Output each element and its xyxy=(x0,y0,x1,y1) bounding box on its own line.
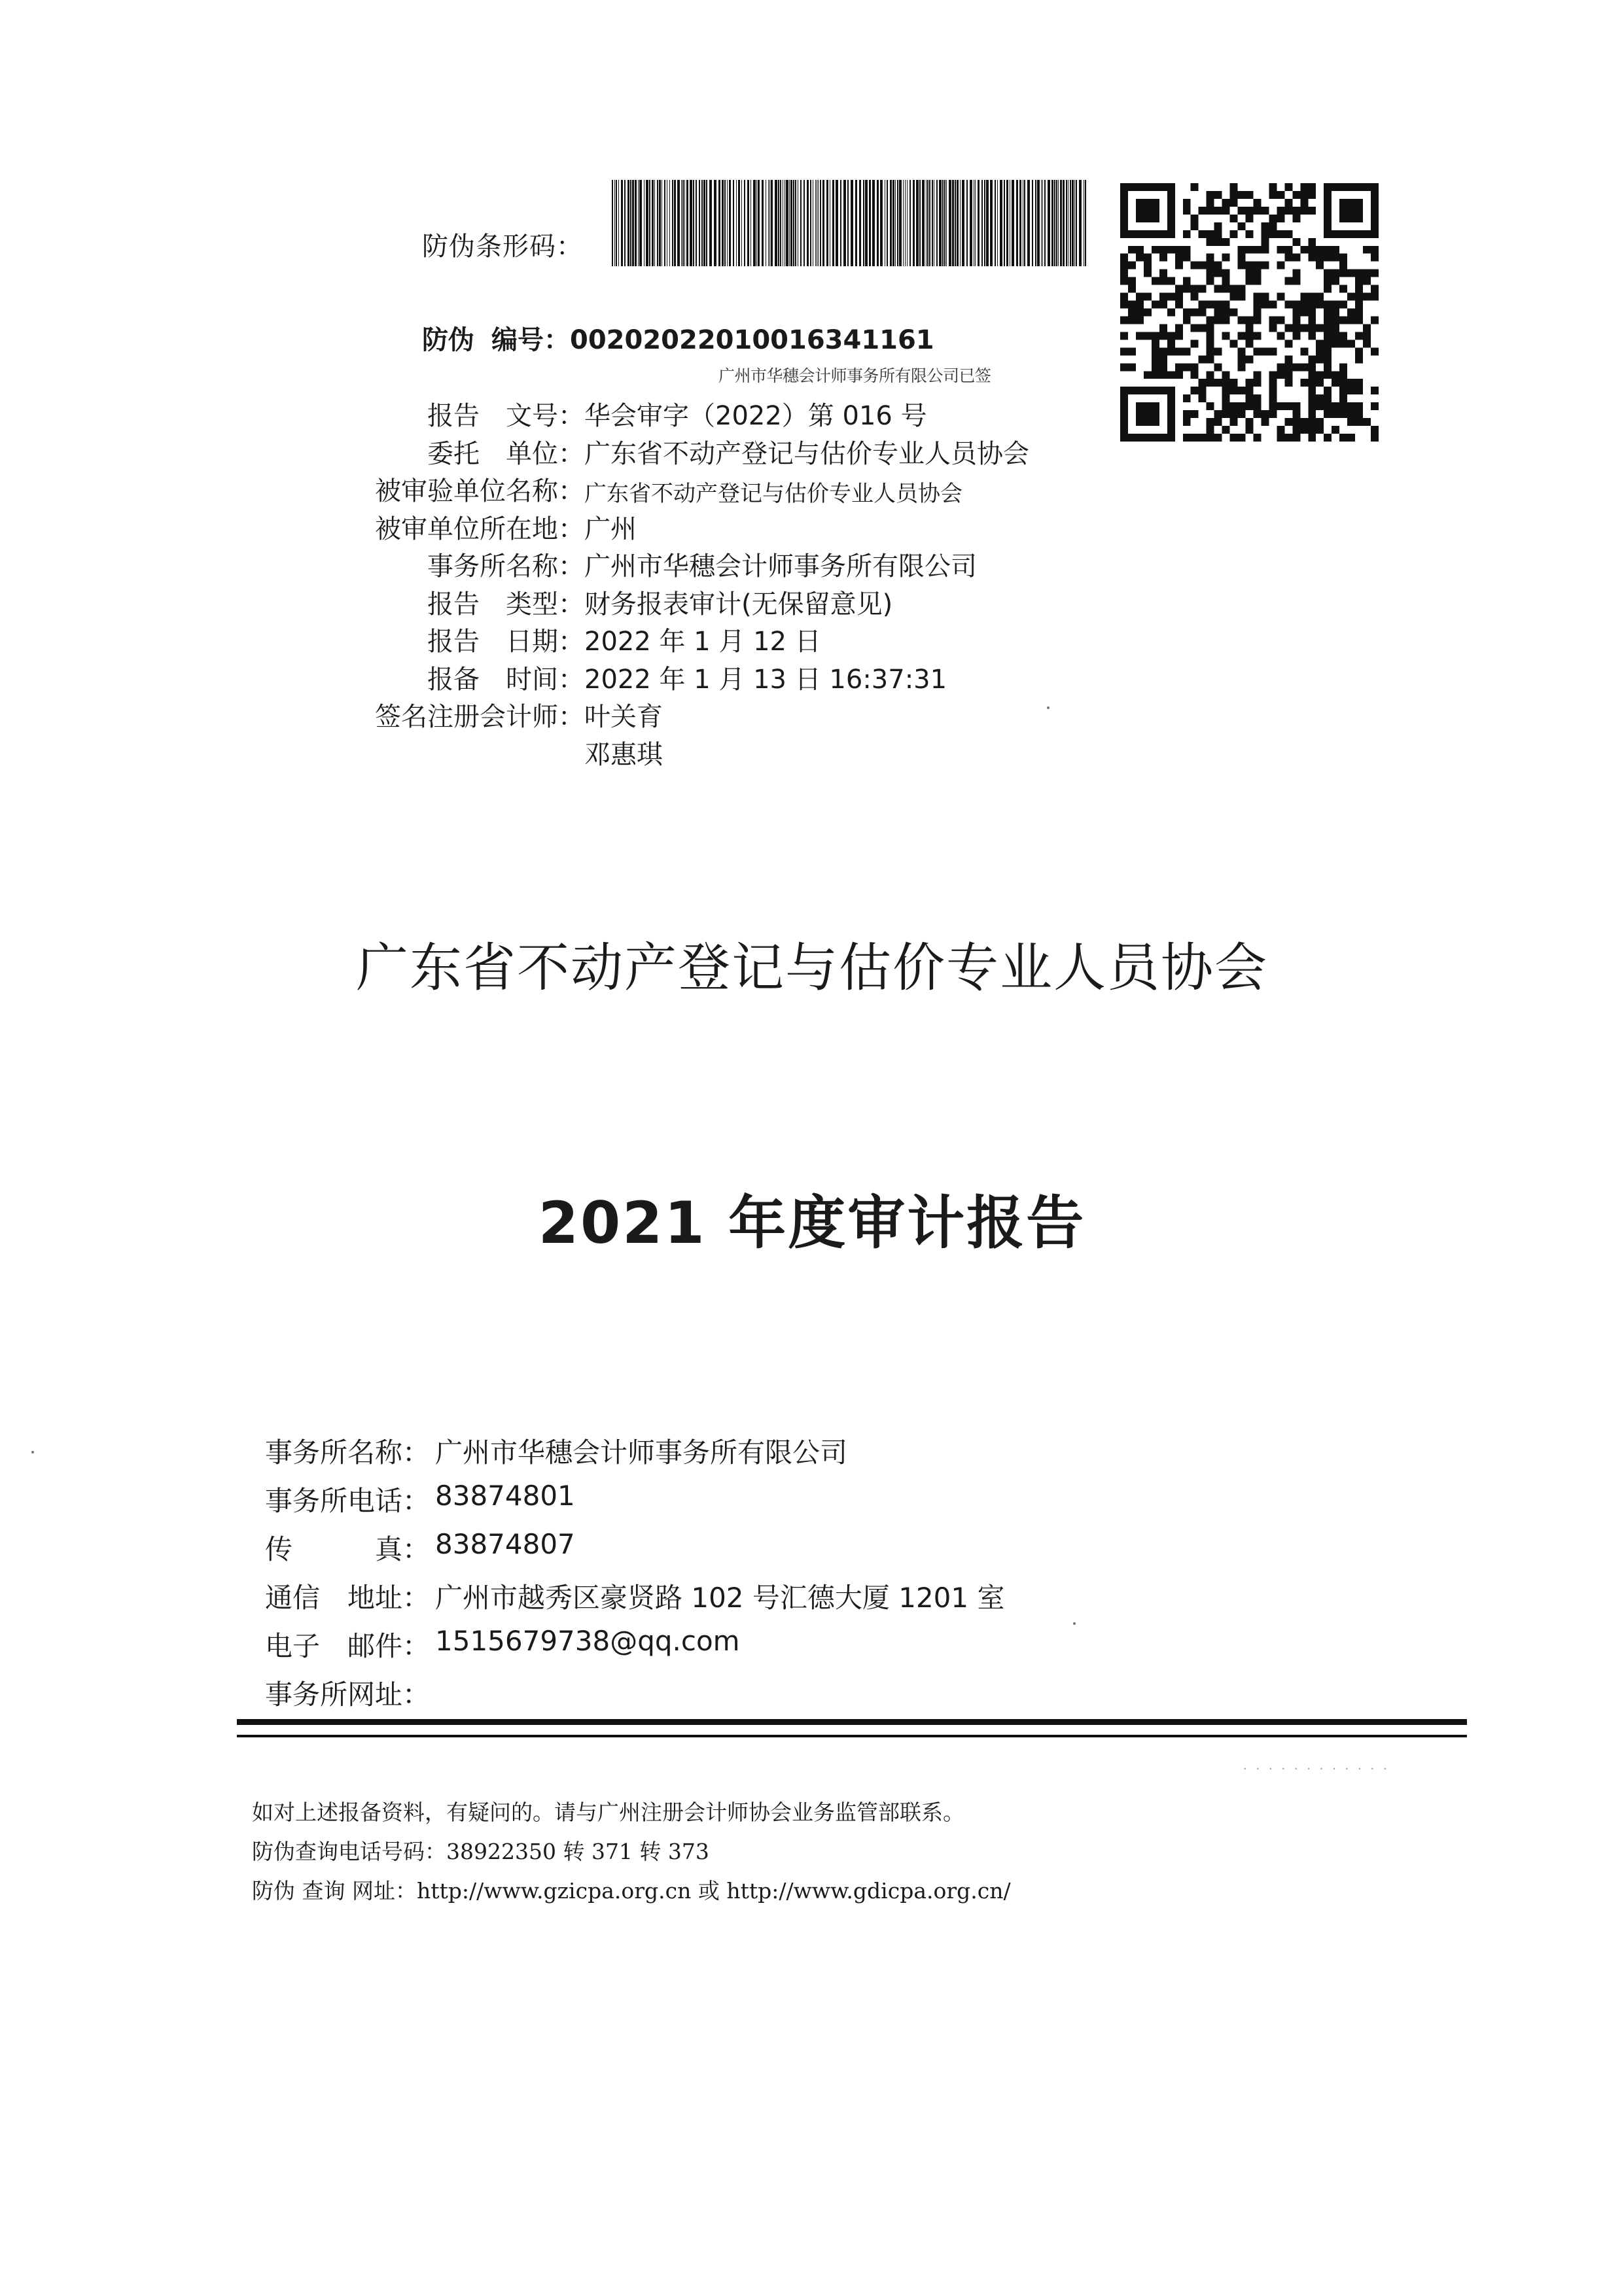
firm-contact-label: 事务所电话： xyxy=(265,1485,431,1517)
firm-contact-label: 事务所网址： xyxy=(265,1679,431,1711)
firm-contact-value: 83874801 xyxy=(435,1480,575,1512)
info-value: 广东省不动产登记与估价专业人员协会 xyxy=(584,438,1029,469)
firm-contact-label: 电子 邮件： xyxy=(265,1630,431,1662)
scan-speck xyxy=(31,1451,34,1453)
info-value: 华会审字（2022）第 016 号 xyxy=(584,401,927,431)
organization-title: 广东省不动产登记与估价专业人员协会 xyxy=(356,937,1268,998)
barcode-image xyxy=(612,180,1086,266)
info-label: 报告 文号： xyxy=(427,401,584,431)
anti-counterfeit-code xyxy=(422,319,934,357)
info-value: 叶关育 xyxy=(584,702,663,732)
report-title: 2021 年度审计报告 xyxy=(538,1189,1086,1257)
barcode-label: 防伪条形码： xyxy=(422,232,583,262)
divider-thin xyxy=(237,1735,1467,1737)
anti-code-label-b: 编号： xyxy=(491,325,570,355)
scan-speck xyxy=(1047,706,1050,709)
firm-contact-label: 通信 地址： xyxy=(265,1582,431,1614)
scan-dots: · · · · · · · · · · · · xyxy=(1243,1762,1390,1776)
info-label: 被审单位所在地： xyxy=(375,513,584,544)
info-value: 广东省不动产登记与估价专业人员协会 xyxy=(584,481,962,507)
qr-code-image xyxy=(1120,183,1379,442)
anti-code-label-a: 防伪 xyxy=(422,325,474,355)
firm-contact-value: 83874807 xyxy=(435,1528,575,1560)
info-label: 签名注册会计师： xyxy=(375,702,584,732)
firm-contact-value: 广州市华穗会计师事务所有限公司 xyxy=(435,1436,848,1469)
info-label: 被审验单位名称： xyxy=(375,476,584,506)
info-value: 财务报表审计(无保留意见) xyxy=(584,589,893,619)
footer-note-phone: 防伪查询电话号码：38922350 转 371 转 373 xyxy=(252,1839,709,1864)
scan-speck xyxy=(1073,1622,1076,1625)
info-label: 委托 单位： xyxy=(427,438,584,469)
firm-contact-value: 1515679738@qq.com xyxy=(435,1625,740,1657)
divider-thick xyxy=(237,1719,1467,1725)
info-label: 报告 日期： xyxy=(427,627,584,657)
firm-contact-label: 传 真： xyxy=(265,1533,431,1565)
signature-stamp-text: 广州市华穗会计师事务所有限公司已签 xyxy=(718,366,991,385)
footer-note-website: 防伪 查询 网址：http://www.gzicpa.org.cn 或 http://www.gdicpa.org.cn/ xyxy=(252,1878,1011,1904)
footer-note-inquiry: 如对上述报备资料，有疑问的。请与广州注册会计师协会业务监管部联系。 xyxy=(252,1800,964,1825)
info-value: 广州市华穗会计师事务所有限公司 xyxy=(584,551,977,582)
firm-contact-label: 事务所名称： xyxy=(265,1436,431,1469)
info-label: 报告 类型： xyxy=(427,589,584,619)
info-value: 邓惠琪 xyxy=(584,739,663,770)
firm-contact-value: 广州市越秀区豪贤路 102 号汇德大厦 1201 室 xyxy=(435,1582,1005,1614)
info-label: 报备 时间： xyxy=(427,664,584,695)
info-value: 广州 xyxy=(584,513,637,544)
anti-code-value: 00202022010016341161 xyxy=(570,325,934,355)
info-value: 2022 年 1 月 12 日 xyxy=(584,627,821,657)
info-value: 2022 年 1 月 13 日 16:37:31 xyxy=(584,664,947,695)
info-label: 事务所名称： xyxy=(427,551,584,582)
